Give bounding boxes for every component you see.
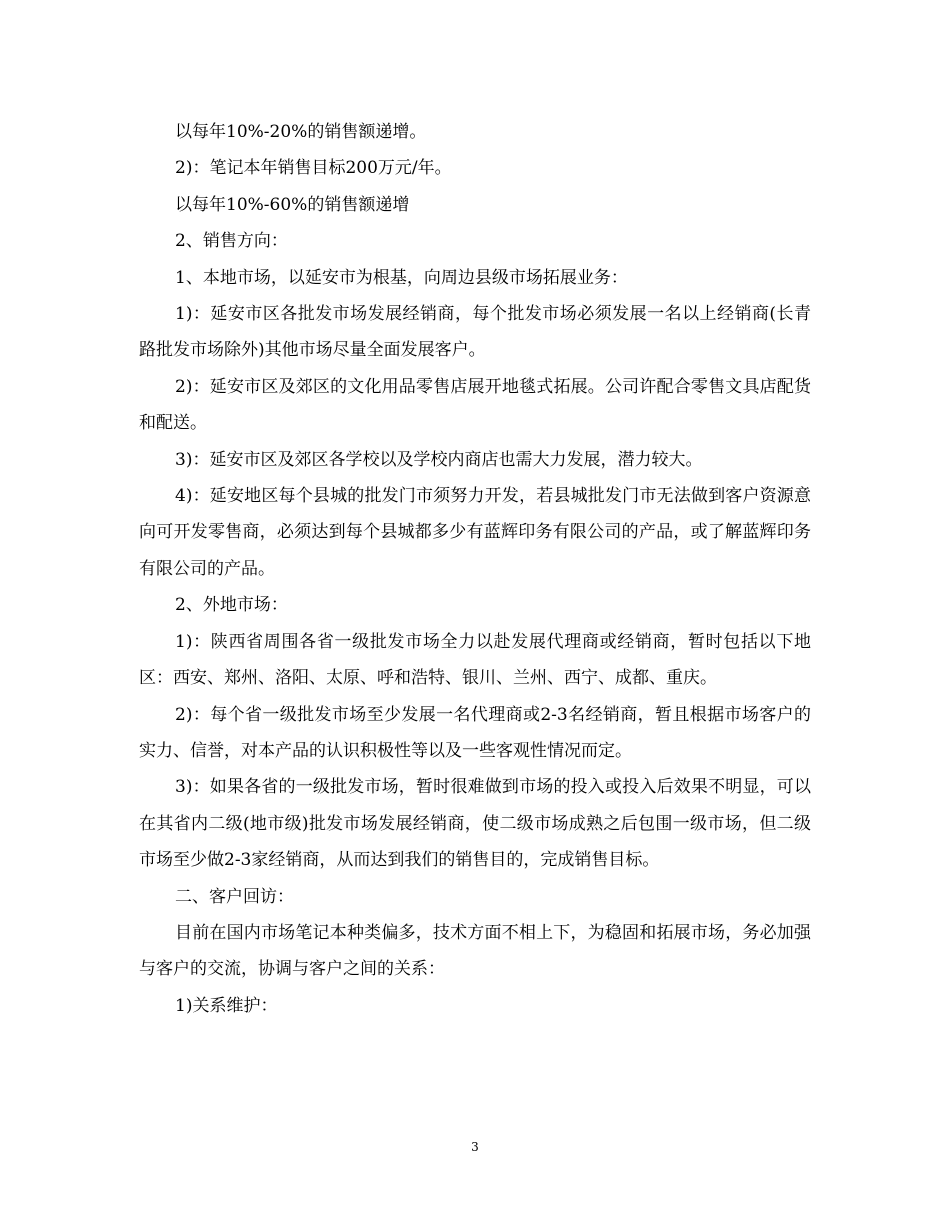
paragraph: 3)：延安市区及郊区各学校以及学校内商店也需大力发展，潜力较大。 — [175, 449, 703, 470]
section-heading: 二、客户回访： — [175, 886, 294, 907]
paragraph: 目前在国内市场笔记本种类偏多，技术方面不相上下，为稳固和拓展市场，务必加强与客户的交流，协调与客户之间的关系： — [139, 922, 811, 980]
page-number: 3 — [471, 1140, 479, 1154]
document-body — [139, 114, 811, 1024]
paragraph: 以每年10%-60%的销售额递增 — [175, 194, 410, 215]
paragraph: 以每年10%-20%的销售额递增。 — [175, 122, 427, 142]
paragraph: 2)：每个省一级批发市场至少发展一名代理商或2-3名经销商，暂且根据市场客户的实力、信誉，对本产品的认识积极性等以及一些客观性情况而定。 — [139, 704, 811, 761]
paragraph: 4)：延安地区每个县城的批发门市须努力开发，若县城批发门市无法做到客户资源意向可开发零售商，必须达到每个县城都多少有蓝辉印务有限公司的产品，或了解蓝辉印务有限公司的产品。 — [139, 486, 811, 579]
paragraph: 1)关系维护： — [175, 995, 278, 1016]
paragraph: 1)：延安市区各批发市场发展经销商，每个批发市场必须发展一名以上经销商(长青路批发市场除外)其他市场尽量全面发展客户。 — [139, 304, 811, 361]
subsection-heading: 2、外地市场： — [175, 595, 288, 616]
paragraph: 1)：陕西省周围各省一级批发市场全力以赴发展代理商或经销商，暂时包括以下地区：西安、郑州、洛阳、太原、呼和浩特、银川、兰州、西宁、成都、重庆。 — [139, 631, 811, 689]
paragraph: 2)：延安市区及郊区的文化用品零售店展开地毯式拓展。公司许配合零售文具店配货和配送。 — [139, 376, 811, 434]
paragraph: 2)：笔记本年销售目标200万元/年。 — [175, 158, 452, 179]
paragraph: 3)：如果各省的一级批发市场，暂时很难做到市场的投入或投入后效果不明显，可以在其省内二级(地市级)批发市场发展经销商，使二级市场成熟之后包围一级市场，但二级市场至少做2-3家经销商，从而达到我们的销售目的，完成销售目标。 — [139, 777, 811, 871]
subsection-heading: 1、本地市场，以延安市为根基，向周边县级市场拓展业务： — [175, 267, 628, 288]
section-heading: 2、销售方向： — [175, 231, 288, 252]
